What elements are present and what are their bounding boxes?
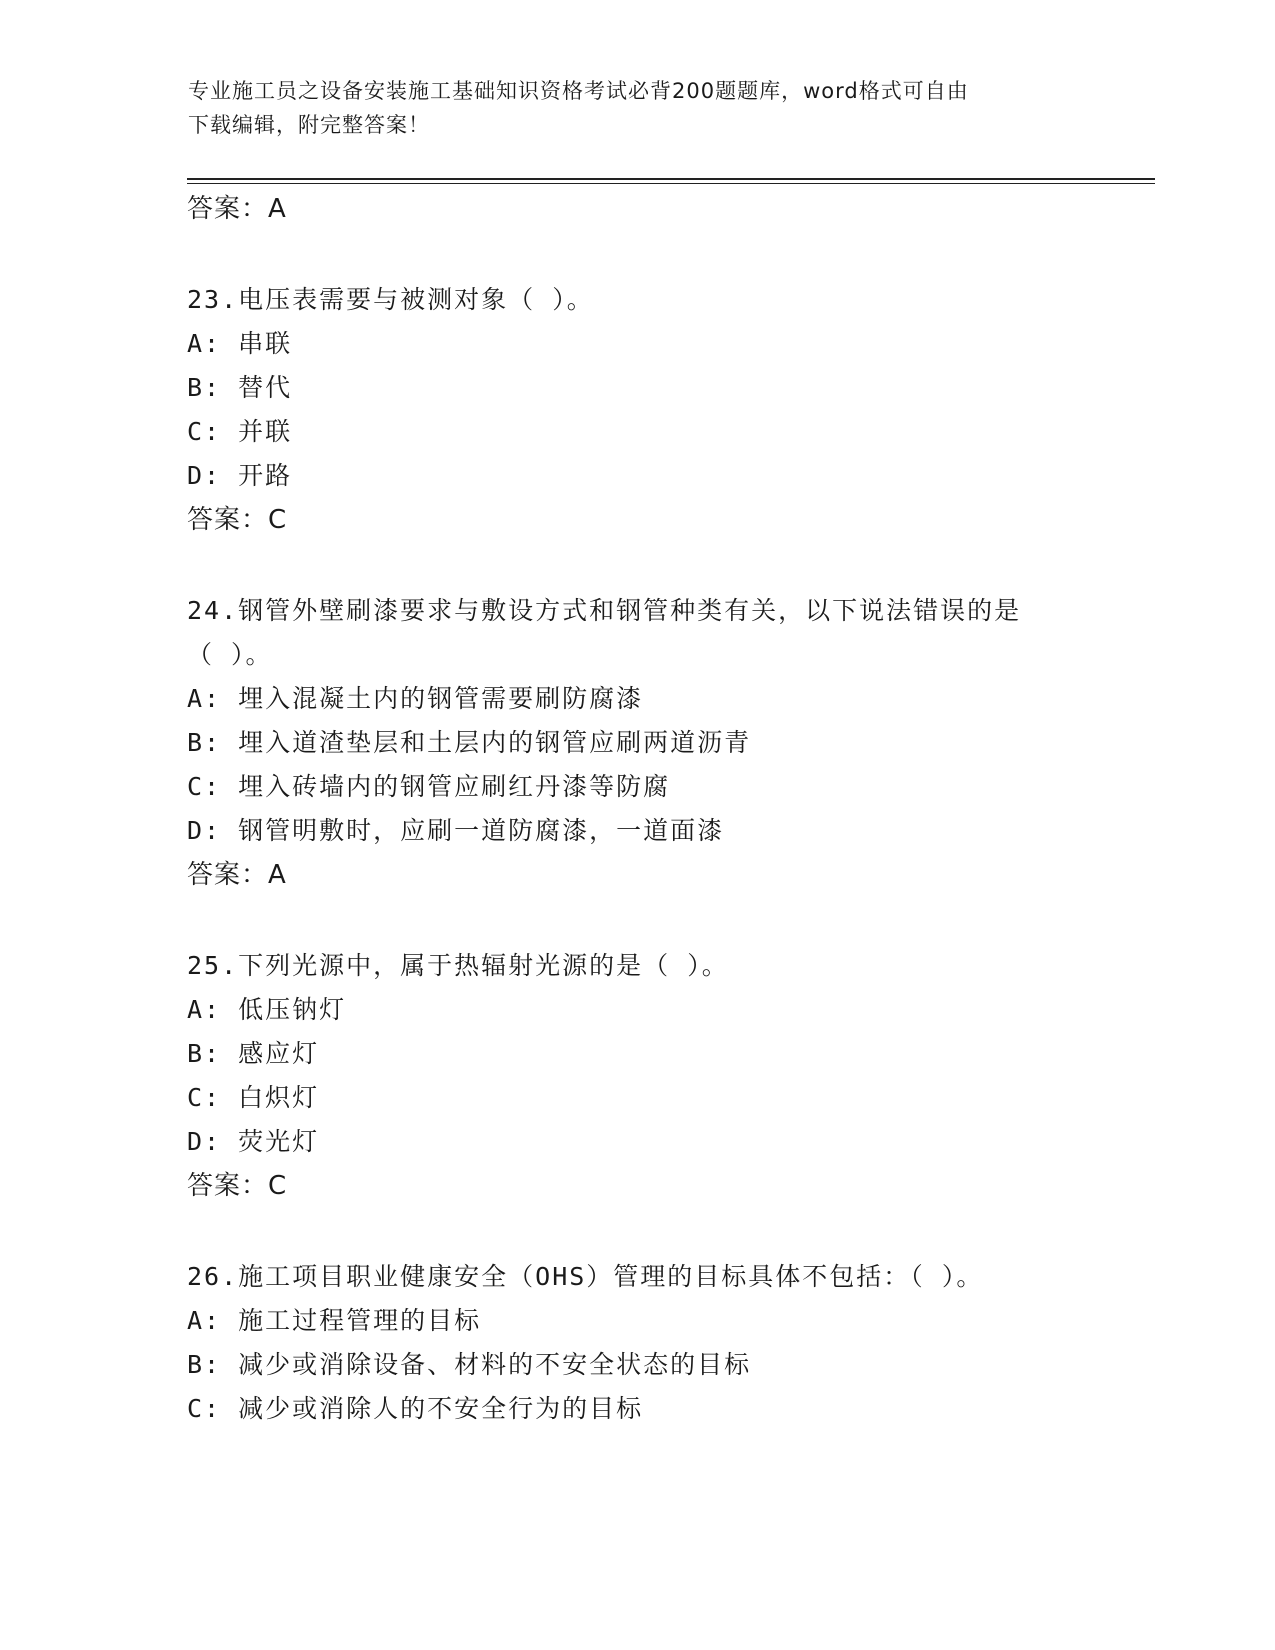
option-26-c: C: 减少或消除人的不安全行为的目标 <box>187 1394 644 1423</box>
option-26-b: B: 减少或消除设备、材料的不安全状态的目标 <box>187 1350 752 1379</box>
header-line-1: 专业施工员之设备安装施工基础知识资格考试必背200题题库，word格式可自由 <box>188 79 969 103</box>
answer-24: 答案：A <box>187 860 287 890</box>
answer-25: 答案：C <box>187 1171 288 1201</box>
option-25-a: A: 低压钠灯 <box>187 995 347 1024</box>
option-23-a: A: 串联 <box>187 329 293 358</box>
question-23: 23.电压表需要与被测对象（ ）。 <box>187 285 594 314</box>
header-divider-thick <box>187 178 1155 180</box>
option-23-d: D: 开路 <box>187 461 293 490</box>
option-24-d: D: 钢管明敷时，应刷一道防腐漆，一道面漆 <box>187 816 725 845</box>
option-24-c: C: 埋入砖墙内的钢管应刷红丹漆等防腐 <box>187 772 671 801</box>
header-line-2: 下载编辑，附完整答案！ <box>188 113 430 137</box>
question-25: 25.下列光源中，属于热辐射光源的是（ ）。 <box>187 951 729 980</box>
option-23-c: C: 并联 <box>187 417 293 446</box>
question-24-line-2: （ ）。 <box>187 640 273 669</box>
option-25-b: B: 感应灯 <box>187 1039 320 1068</box>
option-24-b: B: 埋入道渣垫层和土层内的钢管应刷两道沥青 <box>187 728 752 757</box>
document-header <box>188 74 1088 142</box>
option-25-c: C: 白炽灯 <box>187 1083 320 1112</box>
question-26: 26.施工项目职业健康安全（OHS）管理的目标具体不包括：（ ）。 <box>187 1262 984 1291</box>
answer-23: 答案：C <box>187 505 288 535</box>
answer-22: 答案：A <box>187 194 287 224</box>
header-divider-thin <box>187 183 1155 184</box>
question-24-line-1: 24.钢管外壁刷漆要求与敷设方式和钢管种类有关，以下说法错误的是 <box>187 596 1022 625</box>
option-26-a: A: 施工过程管理的目标 <box>187 1306 482 1335</box>
option-24-a: A: 埋入混凝土内的钢管需要刷防腐漆 <box>187 684 644 713</box>
option-23-b: B: 替代 <box>187 373 293 402</box>
option-25-d: D: 荧光灯 <box>187 1127 320 1156</box>
